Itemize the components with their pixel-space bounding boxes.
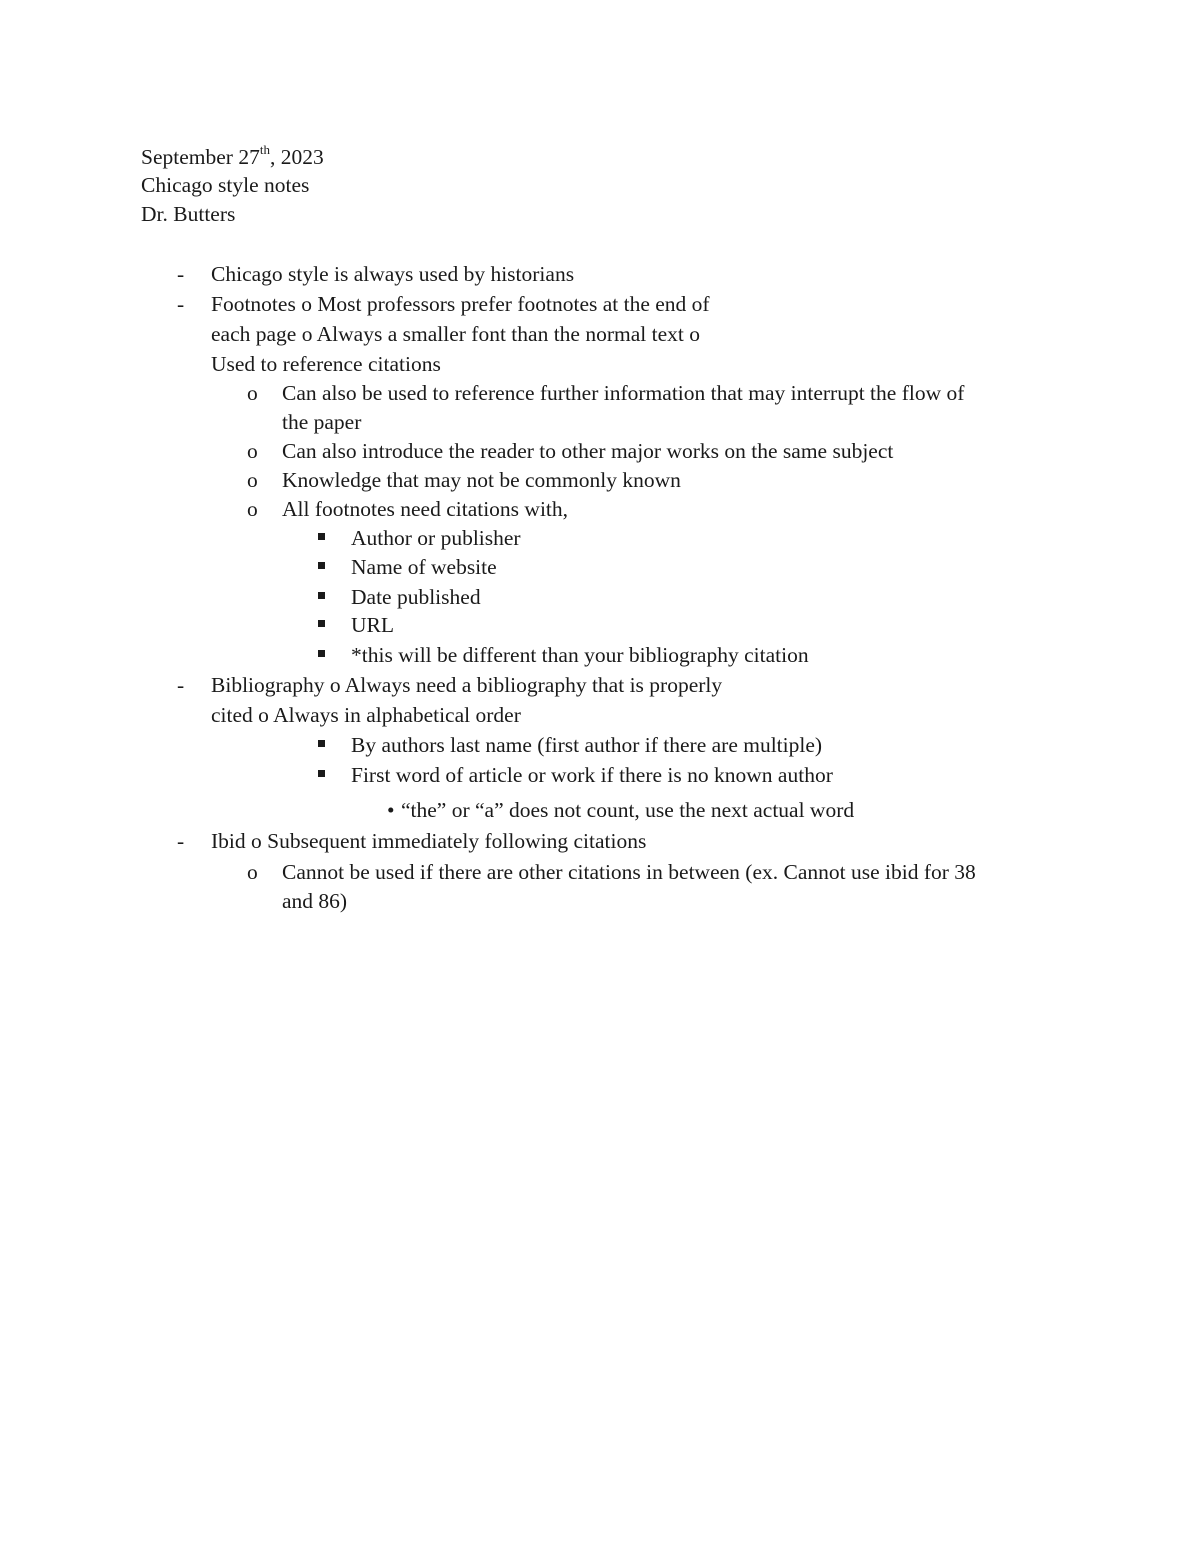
note-bib-line2: cited o Always in alphabetical order [211, 703, 521, 727]
circle-marker: o [247, 860, 258, 884]
dash-marker: - [177, 292, 185, 316]
cite-author: Author or publisher [351, 526, 521, 550]
cite-url: URL [351, 613, 394, 637]
note-need-citations: All footnotes need citations with, [282, 497, 569, 521]
bib-authors: By authors last name (first author if there are multiple) [351, 733, 823, 757]
circle-marker: o [247, 497, 258, 521]
dash-marker: - [177, 262, 185, 286]
note-major-works: Can also introduce the reader to other major works on the same subject [282, 439, 894, 463]
note-historians: Chicago style is always used by historians [211, 262, 575, 286]
square-bullet-icon [318, 592, 325, 599]
instructor-line: Dr. Butters [141, 202, 236, 226]
subject-line: Chicago style notes [141, 173, 310, 197]
square-bullet-icon [318, 562, 325, 569]
cite-website: Name of website [351, 555, 497, 579]
square-bullet-icon [318, 740, 325, 747]
date-text: September 27 [141, 145, 260, 169]
note-further-info-line2: the paper [282, 410, 362, 434]
bib-first-word: First word of article or work if there is no known author [351, 763, 833, 787]
note-knowledge: Knowledge that may not be commonly known [282, 468, 681, 492]
cite-different: *this will be different than your bibliography citation [351, 643, 809, 667]
note-ibid: Ibid o Subsequent immediately following citations [211, 829, 647, 853]
date-line [141, 142, 324, 172]
ibid-sub-line2: and 86) [282, 889, 348, 913]
note-bib-line1: Bibliography o Always need a bibliography that is properly [211, 673, 723, 697]
bib-the-a: “the” or “a” does not count, use the next actual word [401, 798, 855, 822]
square-bullet-icon [318, 620, 325, 627]
note-footnotes-line3: Used to reference citations [211, 352, 441, 376]
square-bullet-icon [318, 533, 325, 540]
date-year: , 2023 [269, 145, 324, 169]
note-footnotes-line2: each page o Always a smaller font than the normal text o [211, 322, 700, 346]
circle-marker: o [247, 439, 258, 463]
cite-date: Date published [351, 585, 481, 609]
circle-marker: o [247, 381, 258, 405]
ibid-sub-line1: Cannot be used if there are other citations in between (ex. Cannot use ibid for 38 [282, 860, 976, 884]
dash-marker: - [177, 673, 185, 697]
circle-marker: o [247, 468, 258, 492]
note-footnotes-line1: Footnotes o Most professors prefer footnotes at the end of [211, 292, 710, 316]
note-further-info-line1: Can also be used to reference further information that may interrupt the flow of [282, 381, 965, 405]
dash-marker: - [177, 829, 185, 853]
square-bullet-icon [318, 770, 325, 777]
date-superscript: th [259, 141, 270, 157]
square-bullet-icon [318, 650, 325, 657]
bullet-marker: • [387, 798, 395, 822]
